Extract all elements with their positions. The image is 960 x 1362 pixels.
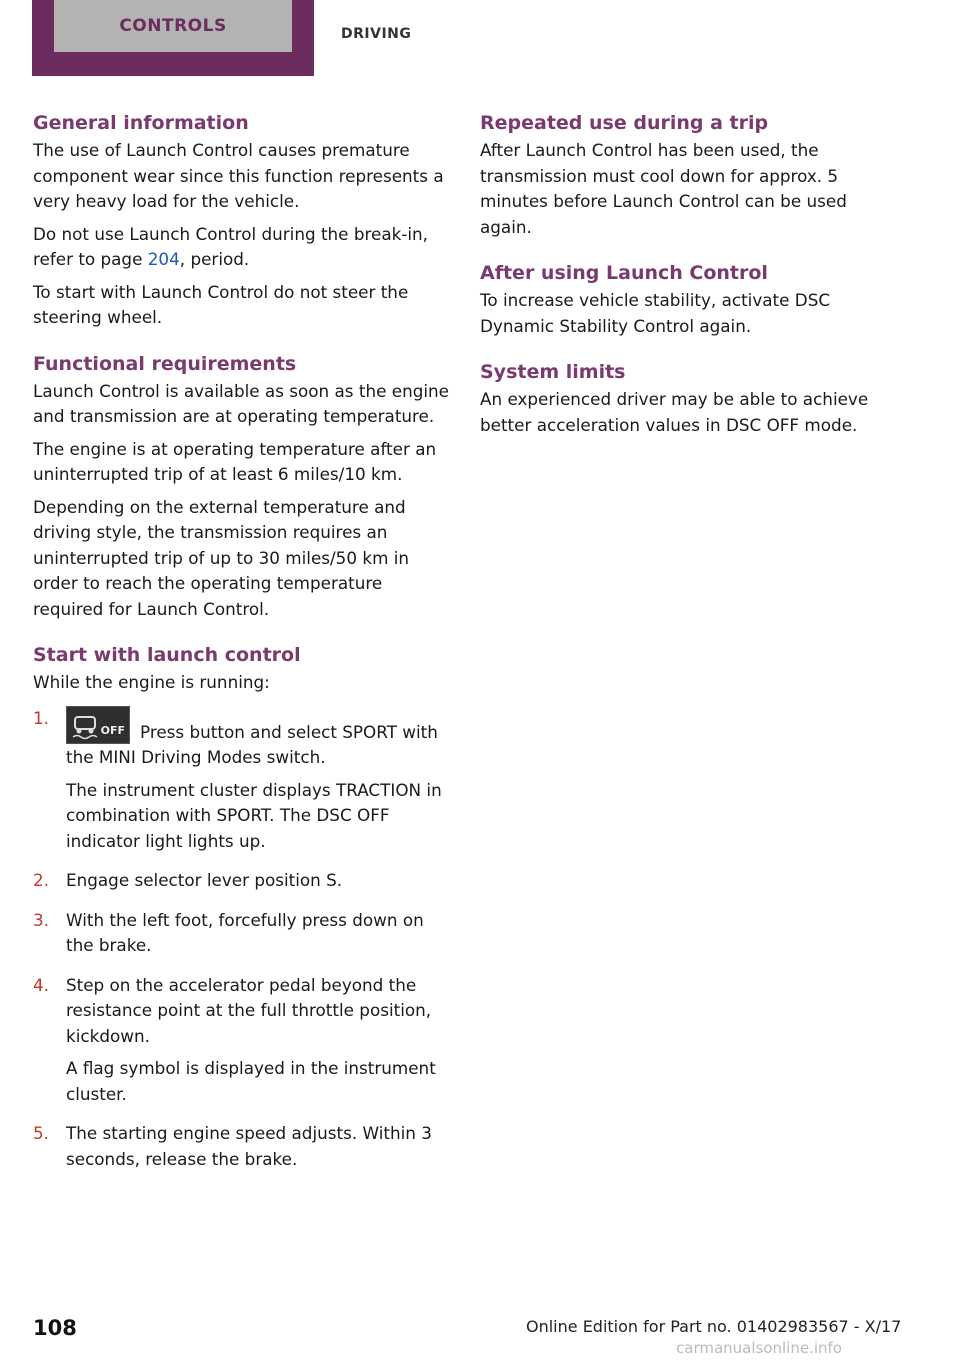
paragraph: To increase vehicle stability, activate DSC Dynamic Stability Control again. [480,290,831,336]
paragraph: While the engine is running: [33,672,270,692]
section-repeated-use [480,108,898,240]
heading-general-information: General information [33,112,249,134]
list-item [33,706,451,862]
steps-list [33,706,451,1180]
page-link[interactable]: 204 [147,249,180,269]
paragraph: The engine is at operating temperature after an uninterrupted trip of at least 6 miles/10 km. [33,438,437,484]
step-number: 1. [33,707,50,728]
paragraph: The use of Launch Control causes premature component wear since this function represents a very heavy load for the vehicle. [33,140,444,211]
heading-start-launch-control: Start with launch control [33,644,301,666]
heading-after-using: After using Launch Control [480,262,768,284]
section-functional-requirements [33,349,451,623]
step-body [66,973,451,1115]
list-item [33,973,451,1115]
paragraph: After Launch Control has been used, the transmission must cool down for approx. 5 minutes before Launch Control can be used again. [480,140,847,237]
heading-system-limits: System limits [480,361,626,383]
paragraph [33,222,451,273]
watermark: carmanualsonline.info [676,1339,842,1357]
right-column [480,108,898,456]
step-number: 2. [33,870,50,890]
left-column [33,108,451,1197]
step-text [66,706,451,771]
heading-repeated-use: Repeated use during a trip [480,112,769,134]
list-item [33,908,451,966]
text: Press button and select SPORT with the MINI Driving Modes switch. [66,721,438,767]
tab-controls[interactable]: CONTROLS [54,0,292,52]
step-body [66,1121,451,1179]
step-body [66,908,451,966]
step-body [66,706,451,862]
text: Do not use Launch Control during the break-in, refer to page [33,223,429,269]
list-item [33,1121,451,1179]
step-number: 4. [33,974,50,995]
section-system-limits [480,357,898,438]
dsc-off-button-icon [66,706,130,744]
step-text: Engage selector lever position S. [66,870,343,890]
section-start-launch-control [33,640,451,1179]
heading-functional-requirements: Functional requirements [33,352,297,375]
list-item [33,868,451,901]
section-general-information [33,108,451,331]
paragraph: To start with Launch Control do not steer the steering wheel. [33,281,409,327]
step-number: 5. [33,1123,50,1143]
step-subtext: The instrument cluster displays TRACTION in combination with SPORT. The DSC OFF indicator light lights up. [66,779,442,851]
paragraph: An experienced driver may be able to achieve better acceleration values in DSC OFF mode. [480,389,869,435]
step-text: With the left foot, forcefully press down on the brake. [66,909,424,955]
tab-driving[interactable]: DRIVING [341,26,412,42]
step-text: The starting engine speed adjusts. Within 3 seconds, release the brake. [66,1123,432,1169]
step-subtext: A flag symbol is displayed in the instrument cluster. [66,1058,436,1104]
step-text: Step on the accelerator pedal beyond the resistance point at the full throttle position, kickdown. [66,974,432,1046]
edition-text: Online Edition for Part no. 01402983567 - X/17 [526,1317,902,1336]
section-after-using [480,258,898,339]
text: , period. [179,249,250,269]
paragraph: Depending on the external temperature and driving style, the transmission requires an uninterrupted trip of up to 30 miles/50 km in order to reach the operating temperature required for Launch Control. [33,496,410,619]
page-number: 108 [33,1316,77,1340]
step-body [66,868,451,901]
step-number: 3. [33,909,50,930]
button-off-label: OFF [100,723,125,737]
paragraph: Launch Control is available as soon as the engine and transmission are at operating temperature. [33,380,449,426]
